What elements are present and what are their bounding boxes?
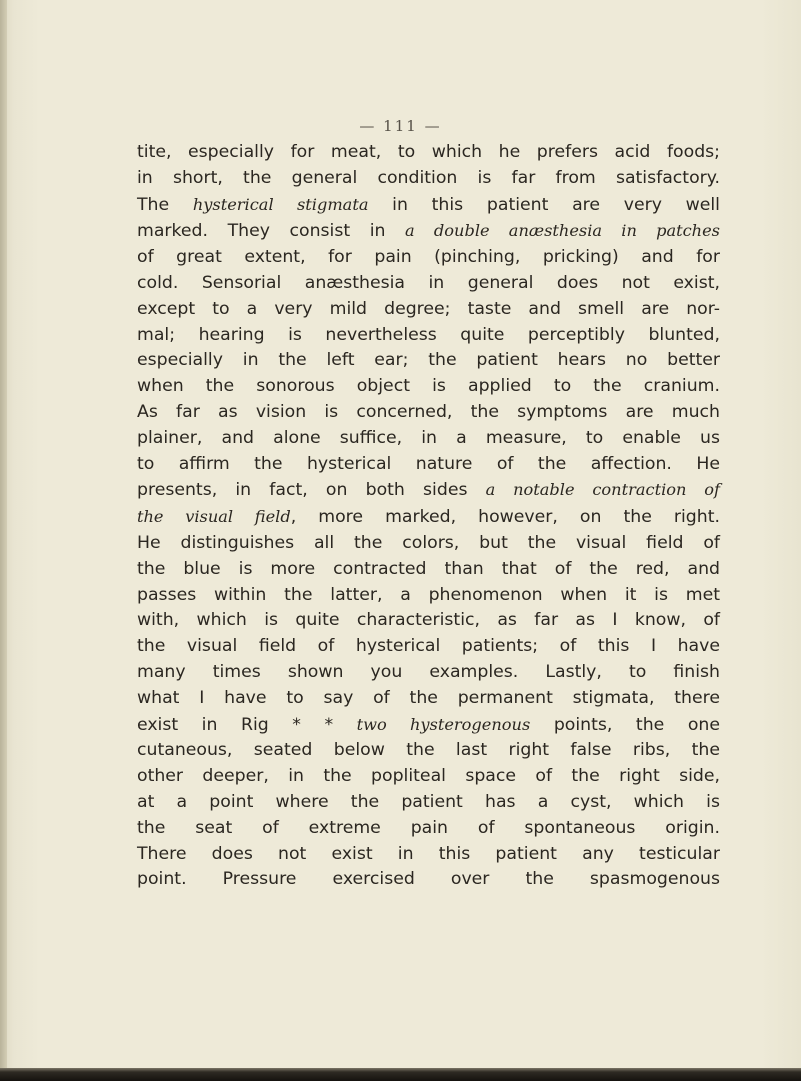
text-run: to affirm the hysterical nature of the affection. He <box>137 453 720 474</box>
text-line <box>137 634 720 660</box>
text-run: the seat of extreme pain of spontaneous origin. <box>137 817 720 838</box>
text-line <box>137 608 720 634</box>
text-line <box>137 842 720 868</box>
text-line <box>137 348 720 374</box>
text-line <box>137 790 720 816</box>
text-line <box>137 192 720 219</box>
text-line <box>137 140 720 166</box>
text-line <box>137 712 720 739</box>
text-run: mal; hearing is nevertheless quite perceptibly blunted, <box>137 324 720 345</box>
text-line <box>137 686 720 712</box>
text-line <box>137 660 720 686</box>
text-line <box>137 374 720 400</box>
text-line <box>137 764 720 790</box>
text-run: points, the one <box>530 714 720 735</box>
text-run: of great extent, for pain (pinching, pricking) and for <box>137 247 720 268</box>
italic-phrase: the visual field <box>137 507 291 527</box>
italic-phrase: a notable contraction of <box>485 480 720 500</box>
text-run: exist in Rig * * <box>137 714 357 735</box>
text-run: at a point where the patient has a cyst, which is <box>137 791 720 812</box>
text-line <box>137 218 720 245</box>
text-line <box>137 867 720 893</box>
page-bottom-shadow <box>0 1068 801 1081</box>
text-run: the visual field of hysterical patients; of this I have <box>137 636 720 657</box>
text-line <box>137 504 720 531</box>
italic-phrase: hysterical stigmata <box>192 194 369 214</box>
text-run: the blue is more contracted than that of the red, and <box>137 558 720 579</box>
body-paragraph <box>137 140 720 893</box>
text-line <box>137 816 720 842</box>
text-line <box>137 271 720 297</box>
text-run: , more marked, however, on the right. <box>290 507 720 528</box>
text-run: when the sonorous object is applied to the cranium. <box>137 376 720 397</box>
text-line <box>137 738 720 764</box>
text-run: in short, the general condition is far from satisfactory. <box>137 167 720 188</box>
text-run: passes within the latter, a phenomenon when it is met <box>137 584 720 605</box>
text-line <box>137 166 720 192</box>
text-run: especially in the left ear; the patient hears no better <box>137 350 720 371</box>
text-run: what I have to say of the permanent stigmata, there <box>137 687 720 708</box>
text-line <box>137 531 720 557</box>
text-run: There does not exist in this patient any testicular <box>137 843 720 864</box>
text-line <box>137 452 720 478</box>
page-binding-edge <box>0 0 7 1081</box>
text-run: with, which is quite characteristic, as far as I know, of <box>137 610 720 631</box>
text-run: in this patient are very well <box>368 194 720 215</box>
text-run: cold. Sensorial anæsthesia in general does not exist, <box>137 272 720 293</box>
text-run: plainer, and alone suffice, in a measure, to enable us <box>137 427 720 448</box>
text-line <box>137 557 720 583</box>
text-line <box>137 297 720 323</box>
text-run: many times shown you examples. Lastly, to finish <box>137 661 720 682</box>
text-run: tite, especially for meat, to which he prefers acid foods; <box>137 142 720 162</box>
text-run: other deeper, in the popliteal space of the right side, <box>137 766 720 787</box>
text-run: cutaneous, seated below the last right false ribs, the <box>137 740 720 761</box>
text-line <box>137 477 720 504</box>
text-run: As far as vision is concerned, the symptoms are much <box>137 401 720 422</box>
text-run: presents, in fact, on both sides <box>137 480 486 501</box>
text-line <box>137 583 720 609</box>
page-number: — 111 — <box>359 117 442 135</box>
italic-phrase: two hysterogenous <box>356 714 531 734</box>
text-run: except to a very mild degree; taste and smell are nor- <box>137 298 720 319</box>
text-line <box>137 426 720 452</box>
text-line <box>137 323 720 349</box>
text-run: He distinguishes all the colors, but the visual field of <box>137 532 720 553</box>
text-run: point. Pressure exercised over the spasmogenous <box>137 869 720 890</box>
italic-phrase: a double anæsthesia in patches <box>405 221 720 241</box>
text-run: The <box>137 194 193 215</box>
text-line <box>137 245 720 271</box>
text-run: marked. They consist in <box>137 221 406 242</box>
text-line <box>137 400 720 426</box>
